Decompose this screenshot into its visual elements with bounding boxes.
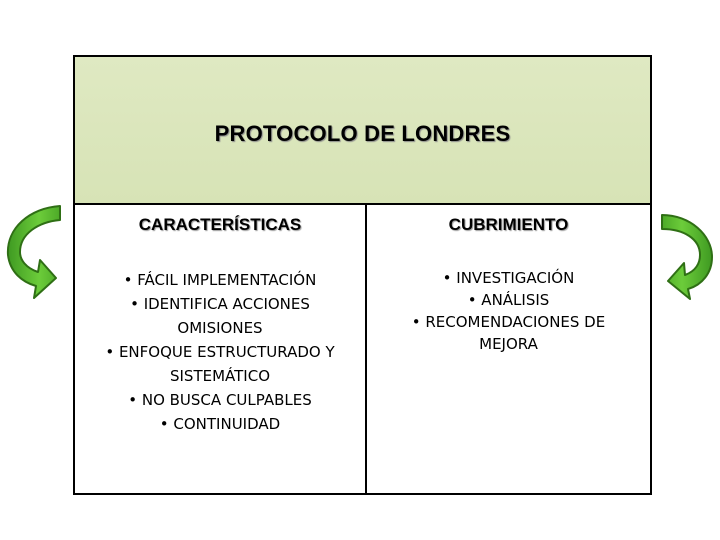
curved-arrow-left-icon	[0, 200, 70, 300]
column-body	[367, 267, 650, 355]
column-heading: CARACTERÍSTICAS	[138, 215, 302, 234]
page-title: PROTOCOLO DE LONDRES	[214, 121, 511, 146]
list-item: • ANÁLISIS	[467, 291, 550, 309]
protocol-table	[73, 55, 652, 495]
list-item: • INVESTIGACIÓN	[442, 269, 575, 287]
list-item: • ENFOQUE ESTRUCTURADO Y	[105, 343, 335, 361]
table-header	[75, 57, 650, 205]
list-item: • NO BUSCA CULPABLES	[128, 391, 312, 409]
list-item: OMISIONES	[177, 319, 263, 337]
column-heading: CUBRIMIENTO	[448, 215, 569, 234]
column-cubrimiento	[367, 205, 650, 495]
list-item: SISTEMÁTICO	[169, 367, 270, 385]
column-body	[75, 268, 365, 436]
list-item: • FÁCIL IMPLEMENTACIÓN	[123, 271, 317, 289]
list-item: • IDENTIFICA ACCIONES	[130, 295, 310, 313]
list-item: • CONTINUIDAD	[159, 415, 281, 433]
list-item: MEJORA	[479, 335, 538, 353]
list-item: • RECOMENDACIONES DE	[411, 313, 606, 331]
curved-arrow-right-icon	[654, 205, 720, 300]
column-caracteristicas	[75, 205, 365, 495]
